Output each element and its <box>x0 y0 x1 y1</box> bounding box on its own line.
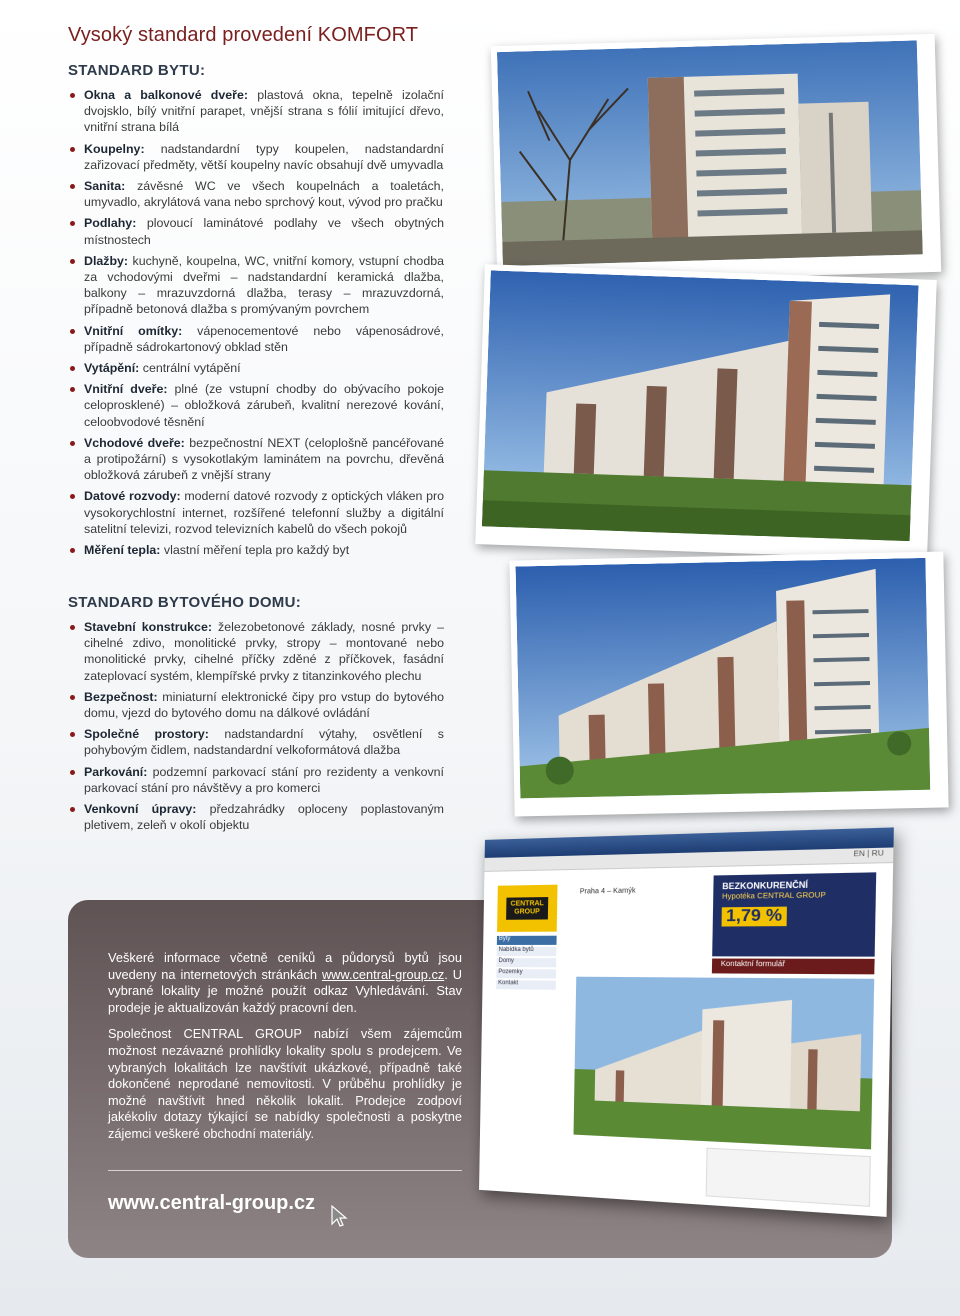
standard-item <box>68 360 444 376</box>
central-group-logo <box>497 885 557 932</box>
section-heading: STANDARD BYTOVÉHO DOMU: <box>68 594 302 611</box>
site-menu-item: Pozemky <box>496 969 556 978</box>
promo-title: BEZKONKURENČNÍ <box>722 880 809 892</box>
standard-item <box>68 87 444 136</box>
building-photo-3 <box>509 551 948 816</box>
standard-item-text: vlastní měření tepla pro každý byt <box>160 543 350 558</box>
standard-item-label: Venkovní úpravy: <box>84 802 197 817</box>
standard-bytu-section <box>68 62 444 563</box>
promo-rate: 1,79 % <box>722 907 787 927</box>
info-text <box>108 950 462 1153</box>
logo-text: GROUP <box>514 908 540 916</box>
standard-item-label: Okna a balkonové dveře: <box>84 88 248 102</box>
building-photo-1 <box>491 34 941 284</box>
standard-item-text: závěsné WC ve všech koupelnách a toaletách, umyvadlo, akrylátová vana nebo sprchový kout, vývod pro pračku <box>84 179 444 210</box>
standard-item <box>68 619 444 684</box>
standard-item <box>68 323 444 355</box>
standard-item-label: Datové rozvody: <box>84 489 181 504</box>
info-text-fragment: . U vybrané lokality je možné použít odkaz Vyhledávání. Stav prodeje je aktualizován každý pracovní den. <box>108 966 462 1015</box>
divider <box>108 1170 462 1171</box>
website-url[interactable]: www.central-group.cz <box>108 1192 316 1214</box>
standard-item-label: Dlažby: <box>84 253 129 268</box>
standard-item <box>68 764 444 796</box>
standard-item-text: nadstandardní typy koupelen, nadstandardní zařizovací předměty, větší koupelny navíc obsahují dvě umyvadla <box>84 141 444 172</box>
site-header-title: Praha 4 – Kamýk <box>579 887 636 896</box>
standard-bytu-list <box>68 87 444 558</box>
logo-text: CENTRAL <box>510 900 544 908</box>
standard-item-label: Sanita: <box>84 179 126 194</box>
info-paragraph-2: Společnost CENTRAL GROUP nabízí všem zájemcům možnost nezávazné prohlídky lokality spolu s prodejcem. Ve vybraných lokalitách lze navštívit ukázkové, případně také dokončené neprodané nemovitosti. V průběhu prohlídky je možné navštívit hned několik lokalit. Prodejce zodpoví jakékoliv dotazy týkající se nabídky společnosti a poskytne zájemci veškeré obchodní materiály. <box>108 1026 462 1141</box>
standard-item <box>68 542 444 558</box>
standard-item <box>68 726 444 758</box>
cursor-icon <box>330 1204 348 1228</box>
building-photo-2 <box>475 264 936 560</box>
standard-item-text: centrální vytápění <box>139 361 241 376</box>
site-menu-item: Nabídka bytů <box>497 947 557 956</box>
mortgage-promo-banner <box>712 872 876 956</box>
logo-mark <box>506 897 548 920</box>
standard-item-label: Stavební konstrukce: <box>84 620 212 634</box>
contact-form-button: Kontaktní formulář <box>712 958 875 974</box>
standard-item-label: Vnitřní omítky: <box>84 323 183 338</box>
standard-item-text: miniaturní elektronické čipy pro vstup do bytového domu, vjezd do bytového domu na dálkové ovládání <box>84 689 444 721</box>
standard-item-text: plastová okna, tepelně izolační dvojsklo, bílý vnitřní parapet, vnější strana s fólií imitující dřevo, vnitřní strana bílá <box>84 88 444 135</box>
section-heading: STANDARD BYTU: <box>68 62 206 79</box>
standard-item-text: plovoucí laminátové podlahy ve všech obytných místnostech <box>84 216 444 247</box>
standard-item <box>68 141 444 173</box>
info-paragraph-1 <box>108 950 462 1016</box>
website-screenshot <box>479 827 894 1217</box>
standard-item <box>68 689 444 721</box>
standard-item-label: Podlahy: <box>84 216 137 231</box>
standard-item-label: Parkování: <box>84 764 148 779</box>
standard-item <box>68 801 444 833</box>
standard-item-text: podzemní parkovací stání pro rezidenty a venkovní parkovací stání pro návštěvy a pro komerci <box>84 764 444 795</box>
standard-item <box>68 215 444 247</box>
standard-item <box>68 381 444 430</box>
standard-item-label: Měření tepla: <box>84 543 161 558</box>
website-link[interactable]: www.central-group.cz <box>321 966 445 982</box>
price-table <box>706 1148 871 1207</box>
promo-subtitle: Hypotéka CENTRAL GROUP <box>721 891 826 901</box>
site-menu-item: Kontakt <box>496 980 556 990</box>
standard-item-label: Vnitřní dveře: <box>84 382 168 397</box>
language-switch: EN | RU <box>484 847 893 871</box>
standard-item-label: Vchodové dveře: <box>84 435 185 450</box>
page-title: Vysoký standard provedení KOMFORT <box>68 24 419 46</box>
standard-item-label: Společné prostory: <box>84 727 209 742</box>
standard-item-text: bezpečnostní NEXT (celoplošně pancéřované a protipožární) s vysokotlakým laminátem na povrchu, dřevěná obložková zárubeň z vnější strany <box>84 435 444 483</box>
standard-item-text: vápenocementové nebo vápenosádrové, případně sádrokartonový obklad stěn <box>84 323 445 354</box>
site-menu-item: Domy <box>496 958 556 967</box>
info-text-fragment: Veškeré informace včetně ceníků a půdorysů bytů jsou uvedeny na internetových stránkách <box>108 950 462 982</box>
site-hero-image <box>574 977 875 1150</box>
standard-item <box>68 488 444 537</box>
standard-item-text: kuchyně, koupelna, WC, vnitřní komory, vstupní chodba za vchodovými dveřmi – nadstandardní keramická dlažba, balkony – mrazuvzdorná dlažba, terasy – mrazuvzdorná, případně betonová dlažba s promývaným povrchem <box>84 253 444 317</box>
standard-item <box>68 435 444 484</box>
standard-domu-list <box>68 619 444 833</box>
standard-item-text: nadstandardní výtahy, osvětlení s pohybovým čidlem, nadstandardní velkoformátová dlažba <box>84 727 444 758</box>
standard-item <box>68 178 444 210</box>
standard-item-label: Bezpečnost: <box>84 689 158 704</box>
standard-item-text: plné (ze vstupní chodby do obývacího pokoje celoprosklené) – obložková zárubeň, kvalitní nerezové kování, celoobvodové těsnění <box>84 382 445 429</box>
standard-item <box>68 253 444 318</box>
standard-item-text: železobetonové základy, nosné prvky – cihelné zdivo, monolitické prvky, stropy – montované nebo monolitické prvky, cihelné příčky zděné z příčkovek, fasádní zateplovací systém, klempířské prvky z titanzinkového plechu <box>84 620 444 683</box>
site-menu-item: Byty <box>497 936 557 945</box>
standard-domu-section <box>68 594 444 838</box>
site-side-menu <box>496 936 557 992</box>
standard-item-label: Vytápění: <box>84 361 140 376</box>
standard-item-label: Koupelny: <box>84 141 145 156</box>
standard-item-text: moderní datové rozvody z optických vláken pro vysokorychlostní internet, rozšířené telefonní služby a digitální satelitní televizi, rozvod televizních kabelů do všech pokojů <box>84 489 445 536</box>
standard-item-text: předzahrádky oploceny poplastovaným pletivem, zeleň v okolí objektu <box>84 802 445 833</box>
